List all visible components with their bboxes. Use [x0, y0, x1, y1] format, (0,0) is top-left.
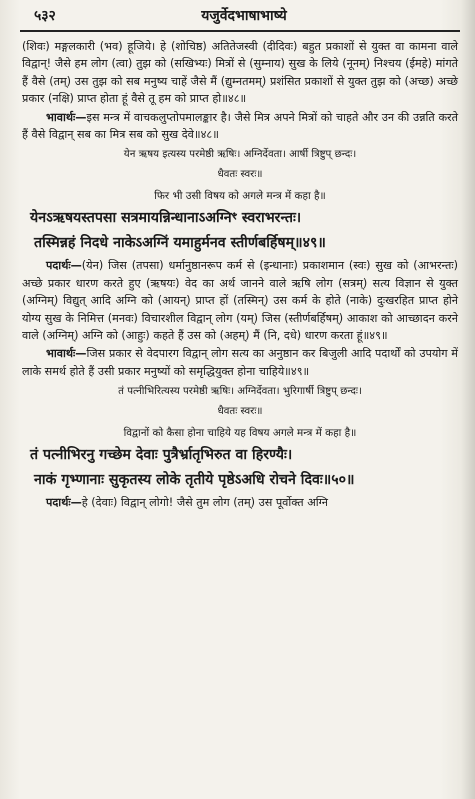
mantra-metadata	[22, 167, 458, 183]
topic-introduction	[22, 425, 458, 441]
header-rule	[20, 30, 460, 32]
commentary-paragraph	[22, 345, 458, 380]
block-text: तं पत्नीभिरित्यस्य परमेष्ठी ऋषिः। अग्निर्देवता। भुरिगार्षी त्रिष्टुप् छन्दः।	[118, 386, 362, 398]
commentary-paragraph	[22, 257, 458, 344]
block-text: (शिवः) मङ्गलकारी (भव) हूजिये। हे (शोचिष्ठ) अतितेजस्वी (दीदिवः) बहुत प्रकाशों से युक्त वा कामना वाले विद्वान्! जैसे हम लोग (त्वा) तुझ को (सखिभ्यः) मित्रों से (सुम्नाय) सुख के लिये (नूनम्) निश्चय (ईमहे) मांगते हैं वैसे (तम्) उस तुझ को सब मनुष्य चाहें जैसे मैं (द्युम्नतमम्) प्रशंसित प्रकाशों से युक्त तुझ को (अच्छ) अच्छे प्रकार (नक्षि) प्राप्त होता हूं वैसे तू हम को प्राप्त हो॥४८॥	[22, 40, 458, 106]
block-text: विद्वानों को कैसा होना चाहिये यह विषय अगले मन्त्र में कहा है॥	[123, 427, 357, 440]
mantra-line	[22, 207, 458, 230]
mantra-metadata	[22, 404, 458, 420]
mantra-line	[22, 444, 458, 467]
mantra-line	[22, 232, 458, 255]
mantra-metadata	[22, 384, 458, 400]
block-text: तं पत्नीभिरनु गच्छेम देवाः पुत्रैर्भ्रातृभिरुत वा हिरण्यैः।	[30, 447, 293, 464]
page-edge-shadow	[461, 0, 475, 799]
topic-introduction	[22, 188, 458, 204]
section-label: पदार्थः—	[46, 259, 82, 273]
block-text: तस्मिन्नहं निदधे नाकेऽअग्निं यमाहुर्मनव स्तीर्णबर्हिषम्॥४९॥	[34, 235, 326, 252]
block-text: येन ऋषय इत्यस्य परमेष्ठी ऋषिः। अग्निर्देवता। आर्षी त्रिष्टुप् छन्दः।	[123, 149, 357, 161]
page-content	[22, 38, 458, 513]
section-label: भावार्थः—	[46, 110, 87, 124]
block-text: इस मन्त्र में वाचकलुप्तोपमालङ्कार है। जैसे मित्र अपने मित्रों को चाहते और उन की उन्नति करते हैं वैसे विद्वान् सब का मित्र सब को सुख देवे॥४८॥	[22, 110, 458, 142]
page-number: ५३२	[34, 8, 56, 24]
block-text: फिर भी उसी विषय को अगले मन्त्र में कहा है॥	[154, 190, 326, 203]
section-label: पदार्थः—	[46, 496, 82, 510]
body-paragraph	[22, 38, 458, 108]
block-text: हे (देवाः) विद्वान् लोगो! जैसे तुम लोग (तम्) उस पूर्वोक्त अग्नि	[81, 496, 329, 510]
block-text: (येन) जिस (तपसा) धर्मानुष्ठानरूप कर्म से (इन्धानाः) प्रकाशमान (स्वः) सुख को (आभरन्तः) अच्छे प्रकार धारण करते हुए (ऋषयः) वेद का अर्थ जानने वाले ऋषि लोग (सत्रम्) सत्य विज्ञान से युक्त (अग्निम्) विद्युत् आदि अग्नि को (आयन्) प्राप्त हों (तस्मिन्) उस कर्म के होते (नाके) दुःखरहित प्राप्त होने योग्य सुख के निमित्त (मनवः) विचारशील विद्वान् लोग (यम्) जिस (स्तीर्णबर्हिषम्) आकाश को आच्छादन करने वाले (अग्निम्) अग्नि को (आहुः) कहते हैं उस को (अहम्) मैं (नि, दधे) धारण करता हूं॥४९॥	[22, 259, 458, 343]
commentary-paragraph	[22, 109, 458, 144]
block-text: धैवतः स्वरः॥	[217, 406, 263, 418]
running-title: यजुर्वेदभाषाभाष्ये	[201, 8, 287, 24]
commentary-paragraph	[22, 494, 458, 511]
page-header	[34, 6, 454, 30]
block-text: जिस प्रकार से वेदपारग विद्वान् लोग सत्य का अनुष्ठान कर बिजुली आदि पदार्थों को उपयोग में लाके समर्थ होते हैं उसी प्रकार मनुष्यों को समृद्धियुक्त होना चाहिये॥४९॥	[22, 347, 458, 378]
block-text: धैवतः स्वरः॥	[217, 169, 263, 181]
mantra-metadata	[22, 147, 458, 163]
section-label: भावार्थः—	[46, 347, 87, 361]
block-text: येनऽऋषयस्तपसा सत्रमायन्निन्धानाऽअग्निꣳ स्वराभरन्तः।	[30, 210, 302, 227]
mantra-line	[22, 469, 458, 492]
block-text: नाकं गृभ्णानाः सुकृतस्य लोके तृतीये पृष्ठेऽअधि रोचने दिवः॥५०॥	[34, 472, 355, 489]
